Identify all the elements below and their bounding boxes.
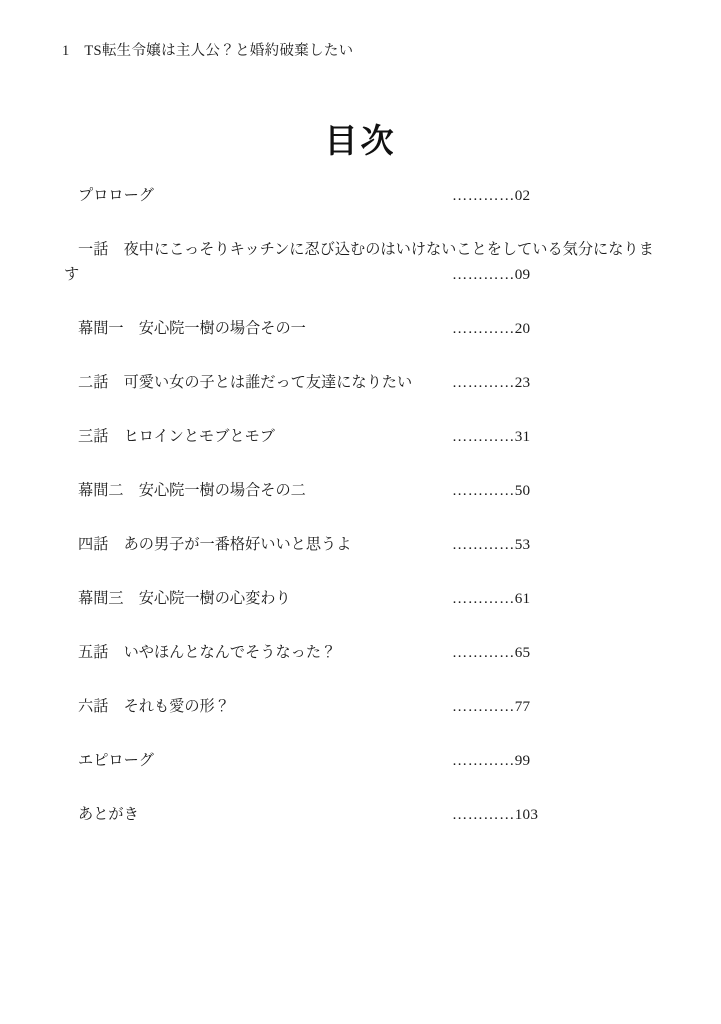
toc-entry-label: 三話 ヒロインとモブとモブ bbox=[78, 428, 275, 445]
toc-page-number: 65 bbox=[514, 644, 531, 661]
toc-page-number: 53 bbox=[514, 536, 531, 553]
toc-dot-leader: ………… bbox=[452, 644, 515, 661]
toc-dot-leader: ………… bbox=[452, 374, 515, 391]
toc-page-number: 02 bbox=[514, 187, 531, 204]
toc-dot-leader: ………… bbox=[452, 187, 515, 204]
toc-page-reference bbox=[452, 802, 632, 827]
toc-entry[interactable] bbox=[64, 694, 657, 719]
toc-page-reference bbox=[452, 586, 632, 611]
toc-dot-leader: ………… bbox=[452, 698, 515, 715]
toc-page-number: 99 bbox=[514, 752, 531, 769]
toc-entry-label: 五話 いやほんとなんでそうなった？ bbox=[78, 644, 337, 661]
toc-entry-label: 幕間三 安心院一樹の心変わり bbox=[78, 590, 291, 607]
toc-entry[interactable] bbox=[64, 370, 657, 395]
toc-page-reference bbox=[452, 262, 632, 287]
toc-dot-leader: ………… bbox=[452, 482, 515, 499]
toc-page-number: 20 bbox=[514, 320, 531, 337]
toc-dot-leader: ………… bbox=[452, 590, 515, 607]
toc-entry[interactable] bbox=[64, 748, 657, 773]
toc-page-number: 61 bbox=[514, 590, 531, 607]
toc-dot-leader: ………… bbox=[452, 536, 515, 553]
toc-dot-leader: ………… bbox=[452, 806, 515, 823]
toc-entry-label: 二話 可愛い女の子とは誰だって友達になりたい bbox=[78, 374, 413, 391]
table-of-contents bbox=[64, 183, 657, 827]
toc-entry[interactable] bbox=[64, 237, 657, 287]
running-header: 1 TS転生令嬢は主人公？と婚約破棄したい bbox=[62, 43, 354, 59]
toc-entry-label: 幕間一 安心院一樹の場合その一 bbox=[78, 320, 306, 337]
toc-entry[interactable] bbox=[64, 802, 657, 827]
toc-dot-leader: ………… bbox=[452, 320, 515, 337]
toc-entry-label: 六話 それも愛の形？ bbox=[78, 698, 230, 715]
toc-page-number: 50 bbox=[514, 482, 531, 499]
toc-entry-label: 一話 夜中にこっそりキッチンに忍び込むのはいけないことをしている気分になります bbox=[64, 241, 654, 283]
toc-entry-label: 四話 あの男子が一番格好いいと思うよ bbox=[78, 536, 352, 553]
toc-entry[interactable] bbox=[64, 424, 657, 449]
toc-dot-leader: ………… bbox=[452, 428, 515, 445]
toc-entry-label: あとがき bbox=[78, 806, 139, 823]
toc-page-reference bbox=[452, 640, 632, 665]
toc-page-reference bbox=[452, 370, 632, 395]
toc-entry[interactable] bbox=[64, 478, 657, 503]
toc-entry-label: エピローグ bbox=[78, 752, 154, 769]
toc-page-number: 31 bbox=[514, 428, 531, 445]
toc-page-number: 77 bbox=[514, 698, 531, 715]
toc-entry[interactable] bbox=[64, 183, 657, 208]
toc-page-reference bbox=[452, 748, 632, 773]
toc-page-reference bbox=[452, 424, 632, 449]
toc-page-reference bbox=[452, 478, 632, 503]
toc-entry-label: プロローグ bbox=[78, 187, 154, 204]
toc-page-reference bbox=[452, 183, 632, 208]
page-title: 目次 bbox=[324, 124, 397, 161]
toc-entry[interactable] bbox=[64, 586, 657, 611]
toc-entry-label: 幕間二 安心院一樹の場合その二 bbox=[78, 482, 306, 499]
toc-dot-leader: ………… bbox=[452, 752, 515, 769]
toc-entry[interactable] bbox=[64, 316, 657, 341]
toc-page-reference bbox=[452, 694, 632, 719]
toc-page-reference bbox=[452, 316, 632, 341]
toc-page-number: 23 bbox=[514, 374, 531, 391]
toc-entry[interactable] bbox=[64, 640, 657, 665]
toc-dot-leader: ………… bbox=[452, 266, 515, 283]
toc-page-reference bbox=[452, 532, 632, 557]
toc-entry[interactable] bbox=[64, 532, 657, 557]
toc-page-number: 103 bbox=[514, 806, 539, 823]
toc-page-number: 09 bbox=[514, 266, 531, 283]
